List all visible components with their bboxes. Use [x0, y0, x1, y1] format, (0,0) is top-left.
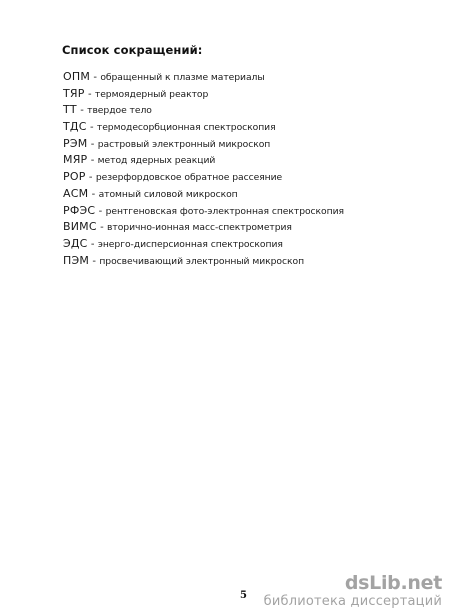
- list-item: [63, 86, 344, 103]
- page-number: 5: [240, 590, 247, 601]
- abbreviation-term: ЭДС: [63, 236, 88, 250]
- watermark-caption: библиотека диссертаций: [263, 594, 442, 609]
- watermark: [264, 574, 442, 608]
- abbreviation-definition: атомный силовой микроскоп: [98, 188, 238, 200]
- separator: -: [100, 222, 104, 234]
- separator: -: [87, 88, 92, 100]
- abbreviation-definition: метод ядерных реакций: [97, 155, 216, 167]
- list-item: [63, 152, 344, 169]
- separator: -: [88, 172, 93, 184]
- separator: -: [93, 72, 97, 83]
- abbreviation-definition: энерго-дисперсионная спектроскопия: [97, 238, 283, 250]
- abbreviation-term: ПЭМ: [63, 253, 90, 267]
- abbreviation-term: АСМ: [63, 186, 89, 200]
- abbreviation-term: ТДС: [63, 120, 87, 134]
- abbreviation-term: РФЭС: [63, 203, 96, 217]
- abbreviation-term: ОПМ: [63, 70, 91, 83]
- abbreviation-definition: просвечивающий электронный микроскоп: [99, 255, 305, 267]
- separator: -: [90, 155, 95, 167]
- list-item: [63, 102, 344, 119]
- list-item: [63, 253, 344, 270]
- abbreviation-term: POP: [63, 170, 86, 184]
- list-item: [63, 69, 344, 86]
- list-item: [63, 203, 344, 220]
- separator: -: [98, 205, 103, 217]
- abbreviation-term: РЭМ: [63, 136, 88, 150]
- abbreviation-term: ТЯР: [63, 86, 85, 100]
- watermark-logo: dsLib.net: [344, 572, 442, 594]
- separator: -: [91, 188, 96, 200]
- list-item: [63, 136, 344, 153]
- list-item: [63, 219, 344, 236]
- abbreviation-list: [63, 69, 344, 269]
- list-item: [63, 186, 344, 203]
- abbreviation-term: МЯР: [63, 153, 88, 167]
- list-item: [63, 169, 344, 186]
- list-item: [63, 119, 344, 136]
- list-item: [63, 236, 344, 253]
- separator: -: [89, 122, 94, 134]
- abbreviation-definition: рентгеновская фото-электронная спектроскопия: [105, 205, 344, 217]
- abbreviation-definition: растровый электронный микроскоп: [97, 138, 271, 150]
- abbreviation-definition: обращенный к плазме материалы: [100, 72, 265, 83]
- abbreviation-term: ВИМС: [63, 220, 97, 234]
- abbreviation-definition: термодесорбционная спектроскопия: [96, 122, 276, 134]
- list-heading: Список сокращений:: [62, 43, 203, 57]
- separator: -: [90, 138, 95, 150]
- abbreviation-definition: вторично-ионная масс-спектрометрия: [107, 222, 292, 234]
- abbreviation-definition: термоядерный реактор: [94, 88, 209, 100]
- separator: -: [80, 105, 84, 117]
- abbreviation-term: ТТ: [63, 103, 77, 117]
- abbreviation-definition: резерфордовское обратное рассеяние: [95, 172, 283, 184]
- abbreviation-definition: твердое тело: [87, 105, 152, 117]
- separator: -: [90, 238, 95, 250]
- separator: -: [92, 255, 96, 267]
